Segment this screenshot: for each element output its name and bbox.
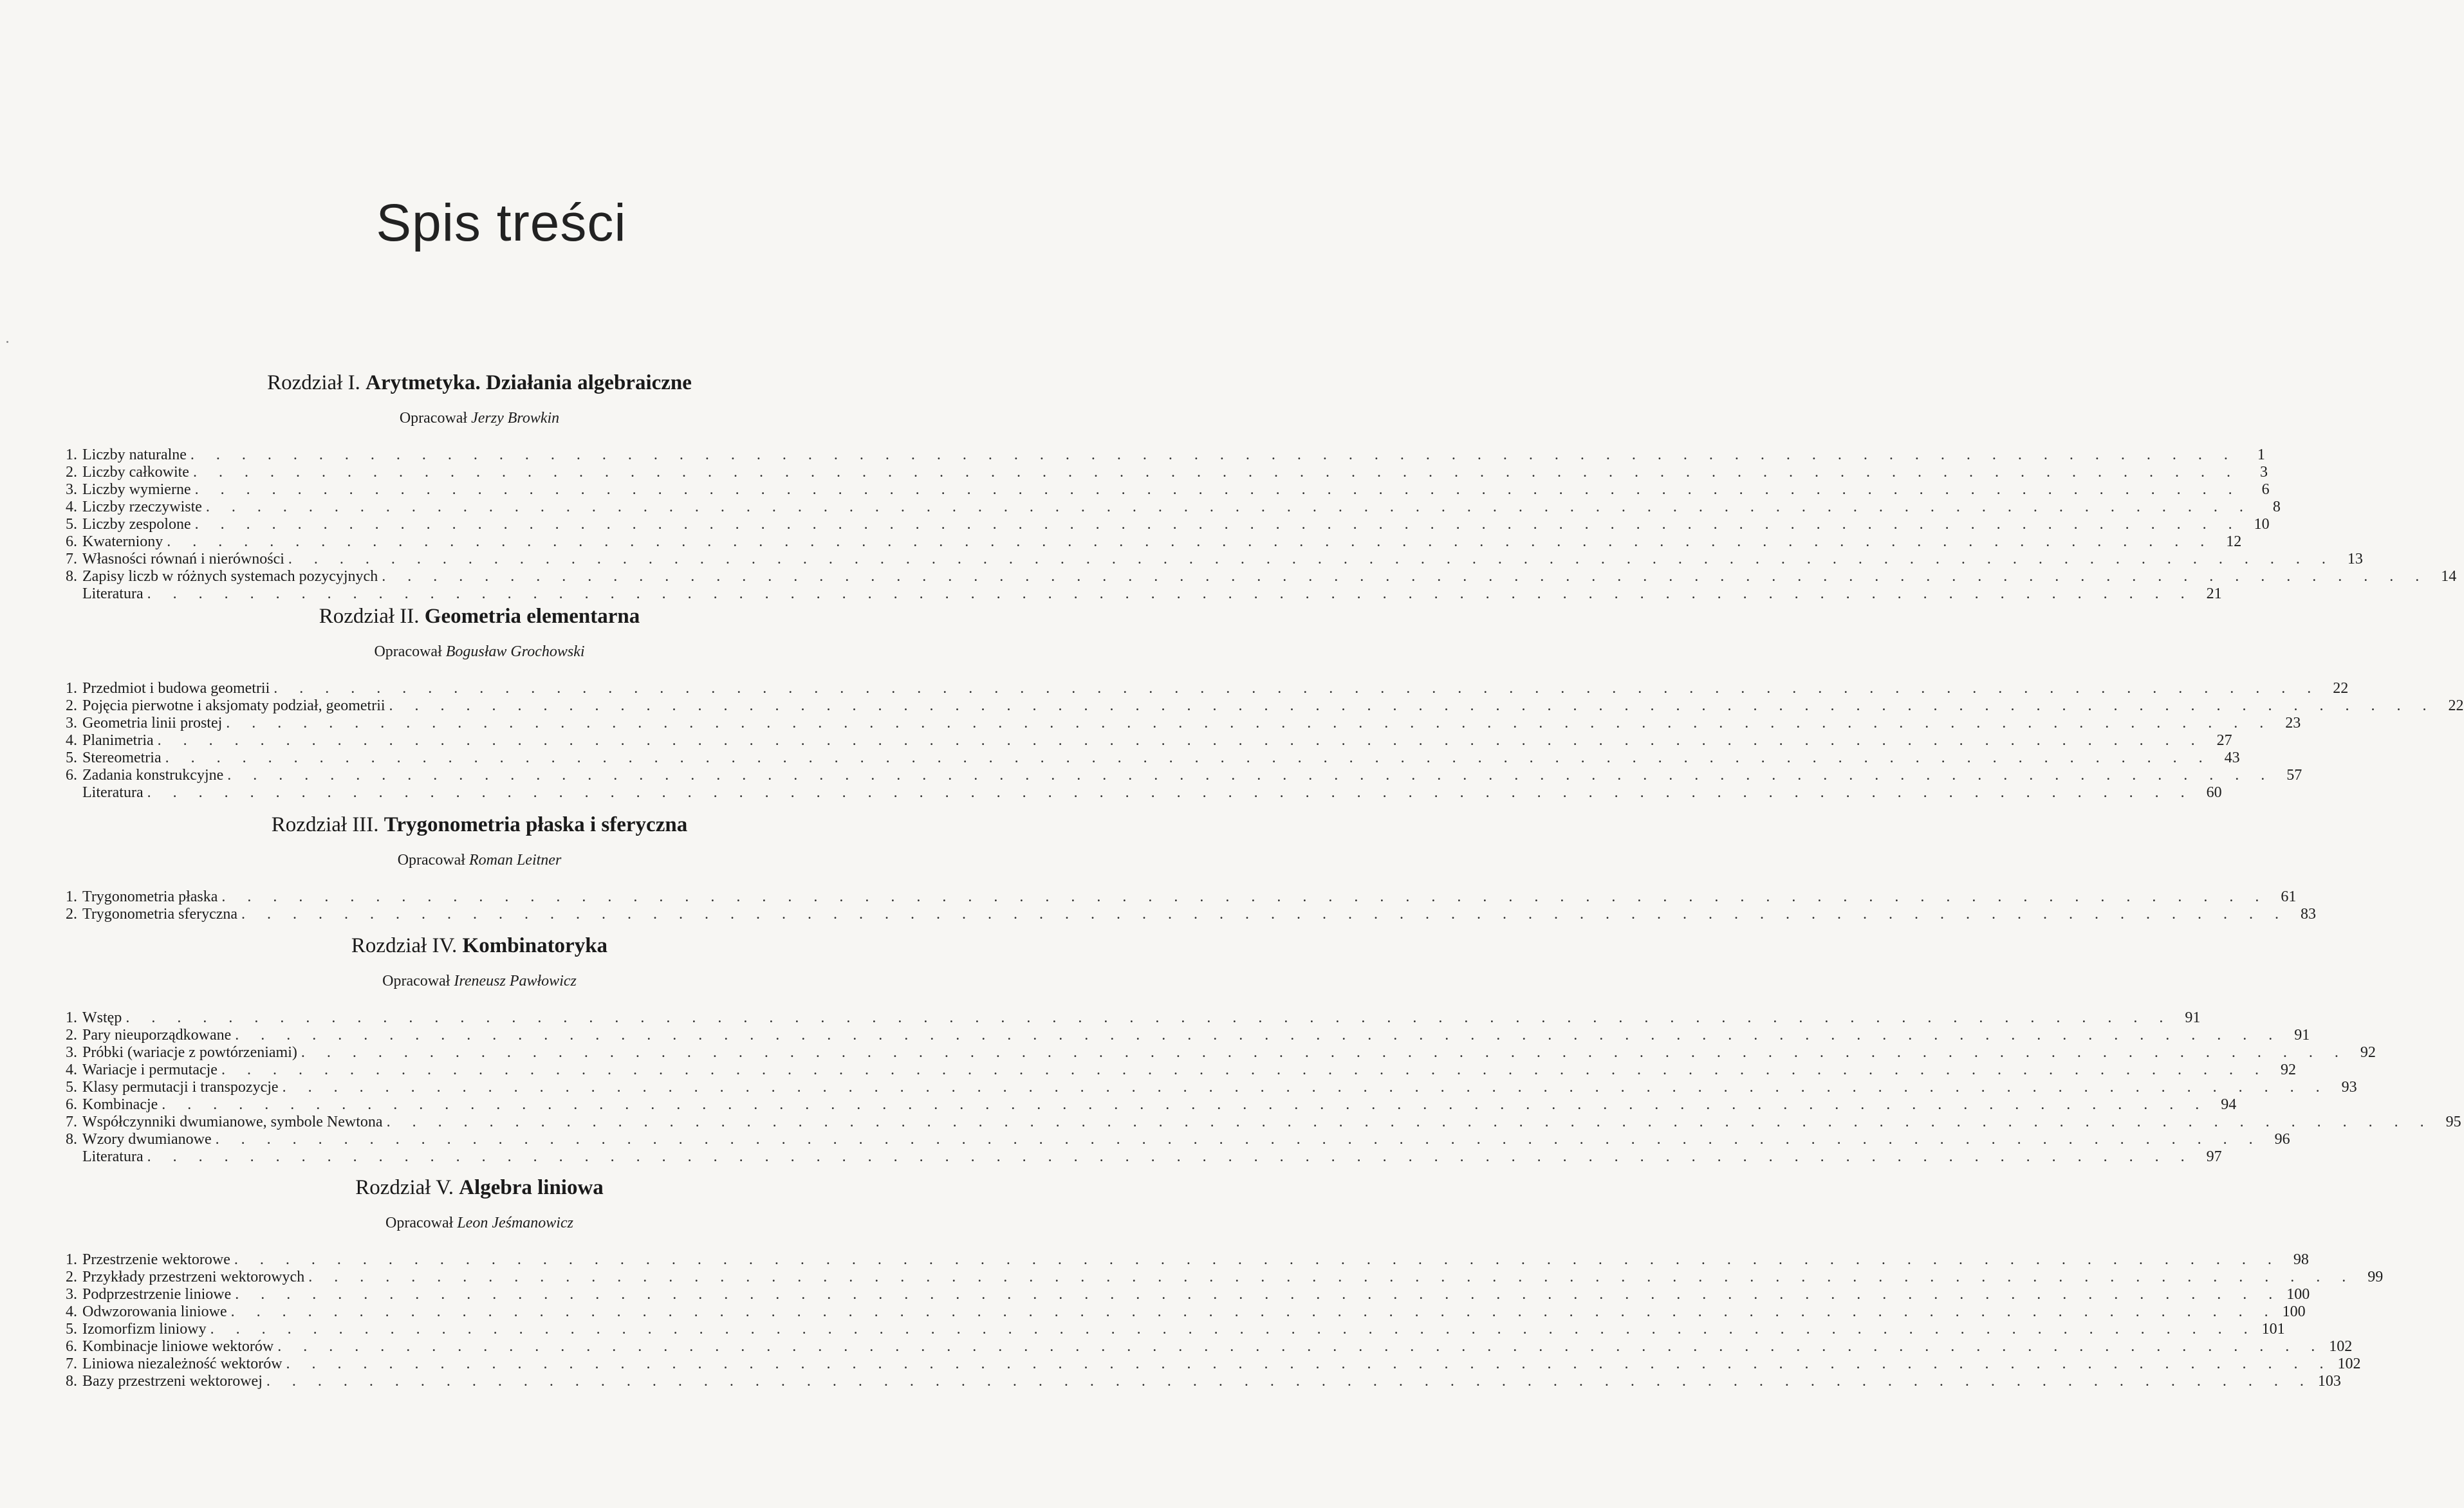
toc-entry: [54, 481, 2270, 499]
dot-leader: . . . . . . . . . . . . . . . . . . . . . . . . . . . . . . . . . . . . . . . . . . . . . . . . . . . . . . . . . . . . . . . . . . . . . . . . . . . . . . . .: [389, 697, 2436, 714]
dot-leader: . . . . . . . . . . . . . . . . . . . . . . . . . . . . . . . . . . . . . . . . . . . . . . . . . . . . . . . . . . . . . . . . . . . . . . . . . . . . . . . .: [382, 568, 2429, 585]
toc-entry: [54, 1356, 2361, 1373]
toc-entry: [54, 1251, 2309, 1269]
entry-title: Wariacje i permutacje: [82, 1062, 218, 1078]
entry-number: 2.: [66, 906, 77, 923]
toc-entry: [54, 1079, 2357, 1096]
toc-entry: [54, 585, 2222, 603]
entry-title: Przykłady przestrzeni wektorowych: [82, 1269, 305, 1285]
entry-page-number: 12: [2226, 533, 2242, 550]
entry-number: 4.: [66, 499, 77, 515]
entry-page-number: 92: [2280, 1062, 2296, 1078]
dot-leader: . . . . . . . . . . . . . . . . . . . . . . . . . . . . . . . . . . . . . . . . . . . . . . . . . . . . . . . . . . . . . . . . . . . . . . . . . . . . . . . .: [147, 585, 2194, 602]
entry-title: Współczynniki dwumianowe, symbole Newtona: [82, 1114, 383, 1130]
toc-list: [54, 680, 2464, 802]
author-label: Opracował: [385, 1215, 454, 1231]
author-label: Opracował: [399, 410, 468, 427]
dot-leader: . . . . . . . . . . . . . . . . . . . . . . . . . . . . . . . . . . . . . . . . . . . . . . . . . . . . . . . . . . . . . . . . . . . . . . . . . . . . . . . .: [162, 1096, 2209, 1113]
entry-title: Liczby rzeczywiste: [82, 499, 202, 515]
entry-page-number: 27: [2216, 732, 2232, 749]
entry-title: Kombinacje liniowe wektorów: [82, 1338, 274, 1355]
entry-title: Kwaterniony: [82, 533, 163, 550]
chapter-author: [54, 643, 905, 661]
chapter-heading: [54, 933, 905, 959]
entry-number: 1.: [66, 1251, 77, 1268]
entry-number: 5.: [66, 1321, 77, 1338]
entry-number: 2.: [66, 697, 77, 714]
chapter-subject: Trygonometria płaska i sferyczna: [384, 813, 688, 836]
author-name: Ireneusz Pawłowicz: [454, 973, 577, 989]
toc-entry: [54, 1148, 2222, 1166]
dot-leader: . . . . . . . . . . . . . . . . . . . . . . . . . . . . . . . . . . . . . . . . . . . . . . . . . . . . . . . . . . . . . . . . . . . . . . . . . . . . . . . .: [226, 715, 2273, 731]
dot-leader: . . . . . . . . . . . . . . . . . . . . . . . . . . . . . . . . . . . . . . . . . . . . . . . . . . . . . . . . . . . . . . . . . . . . . . . . . . . . . . . .: [194, 516, 2241, 533]
dot-leader: . . . . . . . . . . . . . . . . . . . . . . . . . . . . . . . . . . . . . . . . . . . . . . . . . . . . . . . . . . . . . . . . . . . . . . . . . . . . . . . .: [215, 1131, 2262, 1148]
entry-title: Trygonometria płaska: [82, 888, 218, 905]
dot-leader: . . . . . . . . . . . . . . . . . . . . . . . . . . . . . . . . . . . . . . . . . . . . . . . . . . . . . . . . . . . . . . . . . . . . . . . . . . . . . . . .: [227, 767, 2274, 784]
dot-leader: . . . . . . . . . . . . . . . . . . . . . . . . . . . . . . . . . . . . . . . . . . . . . . . . . . . . . . . . . . . . . . . . . . . . . . . . . . . . . . . .: [210, 1321, 2257, 1338]
dot-leader: . . . . . . . . . . . . . . . . . . . . . . . . . . . . . . . . . . . . . . . . . . . . . . . . . . . . . . . . . . . . . . . . . . . . . . . . . . . . . . . .: [167, 533, 2214, 550]
entry-page-number: 83: [2301, 906, 2317, 923]
dot-leader: . . . . . . . . . . . . . . . . . . . . . . . . . . . . . . . . . . . . . . . . . . . . . . . . . . . . . . . . . . . . . . . . . . . . . . . . . . . . . . . .: [282, 1079, 2329, 1096]
entry-title: Geometria linii prostej: [82, 715, 223, 731]
author-name: Roman Leitner: [468, 852, 562, 869]
toc-entry: [54, 1062, 2296, 1079]
toc-entry: [54, 446, 2265, 464]
entry-page-number: 10: [2254, 516, 2270, 533]
dot-leader: . . . . . . . . . . . . . . . . . . . . . . . . . . . . . . . . . . . . . . . . . . . . . . . . . . . . . . . . . . . . . . . . . . . . . . . . . . . . . . . .: [286, 1356, 2333, 1372]
entry-page-number: 1: [2257, 446, 2265, 463]
toc-entry: [54, 1044, 2376, 1062]
chapter-author: [54, 973, 905, 990]
toc-entry: [54, 1269, 2384, 1286]
entry-page-number: 99: [2367, 1269, 2384, 1285]
chapter-prefix: Rozdział III.: [271, 813, 379, 836]
entry-page-number: 102: [2337, 1356, 2361, 1372]
entry-number: 1.: [66, 680, 77, 697]
toc-entry: [54, 464, 2268, 481]
entry-page-number: 23: [2285, 715, 2301, 731]
entry-page-number: 14: [2441, 568, 2457, 585]
entry-page-number: 60: [2206, 784, 2222, 801]
toc-list: [54, 1009, 2461, 1166]
entry-title: Kombinacje: [82, 1096, 158, 1113]
entry-number: 3.: [66, 481, 77, 498]
entry-page-number: 92: [2360, 1044, 2376, 1061]
toc-entry: [54, 551, 2363, 568]
entry-title: Zapisy liczb w różnych systemach pozycyjnych: [82, 568, 378, 585]
entry-number: 2.: [66, 1269, 77, 1285]
chapter-subject: Geometria elementarna: [424, 605, 640, 628]
entry-number: 6.: [66, 767, 77, 784]
entry-title: Literatura: [82, 585, 144, 602]
dot-leader: . . . . . . . . . . . . . . . . . . . . . . . . . . . . . . . . . . . . . . . . . . . . . . . . . . . . . . . . . . . . . . . . . . . . . . . . . . . . . . . .: [147, 1148, 2194, 1165]
dot-leader: . . . . . . . . . . . . . . . . . . . . . . . . . . . . . . . . . . . . . . . . . . . . . . . . . . . . . . . . . . . . . . . . . . . . . . . . . . . . . . . .: [386, 1114, 2433, 1130]
toc-entry: [54, 1114, 2461, 1131]
dot-leader: . . . . . . . . . . . . . . . . . . . . . . . . . . . . . . . . . . . . . . . . . . . . . . . . . . . . . . . . . . . . . . . . . . . . . . . . . . . . . . . .: [221, 888, 2268, 905]
entry-page-number: 100: [2282, 1303, 2306, 1320]
dot-leader: . . . . . . . . . . . . . . . . . . . . . . . . . . . . . . . . . . . . . . . . . . . . . . . . . . . . . . . . . . . . . . . . . . . . . . . . . . . . . . . .: [301, 1044, 2348, 1061]
dot-leader: . . . . . . . . . . . . . . . . . . . . . . . . . . . . . . . . . . . . . . . . . . . . . . . . . . . . . . . . . . . . . . . . . . . . . . . . . . . . . . . .: [277, 1338, 2324, 1355]
dot-leader: . . . . . . . . . . . . . . . . . . . . . . . . . . . . . . . . . . . . . . . . . . . . . . . . . . . . . . . . . . . . . . . . . . . . . . . . . . . . . . . .: [194, 481, 2241, 498]
entry-page-number: 102: [2329, 1338, 2353, 1355]
chapter-author: [54, 852, 905, 869]
entry-number: 4.: [66, 732, 77, 749]
chapter-subject: Kombinatoryka: [462, 934, 608, 957]
entry-title: Podprzestrzenie liniowe: [82, 1286, 232, 1303]
author-name: Bogusław Grochowski: [445, 643, 585, 660]
page-title: Spis treści: [376, 194, 627, 252]
entry-number: 8.: [66, 1373, 77, 1390]
entry-page-number: 91: [2294, 1027, 2310, 1044]
toc-entry: [54, 499, 2281, 516]
entry-page-number: 22: [2333, 680, 2349, 697]
entry-page-number: 103: [2317, 1373, 2341, 1390]
dot-leader: . . . . . . . . . . . . . . . . . . . . . . . . . . . . . . . . . . . . . . . . . . . . . . . . . . . . . . . . . . . . . . . . . . . . . . . . . . . . . . . .: [230, 1303, 2277, 1320]
dot-leader: . . . . . . . . . . . . . . . . . . . . . . . . . . . . . . . . . . . . . . . . . . . . . . . . . . . . . . . . . . . . . . . . . . . . . . . . . . . . . . . .: [235, 1286, 2282, 1303]
chapter-prefix: Rozdział IV.: [351, 934, 458, 957]
entry-title: Liczby wymierne: [82, 481, 191, 498]
entry-page-number: 98: [2293, 1251, 2309, 1268]
entry-title: Przedmiot i budowa geometrii: [82, 680, 270, 697]
toc-entry: [54, 1373, 2341, 1390]
author-label: Opracował: [397, 852, 465, 869]
entry-page-number: 94: [2221, 1096, 2237, 1113]
entry-number: 1.: [66, 888, 77, 905]
entry-title: Liczby naturalne: [82, 446, 187, 463]
toc-entry: [54, 680, 2349, 697]
toc-entry: [54, 516, 2270, 533]
entry-title: Pojęcia pierwotne i aksjomaty podział, geometrii: [82, 697, 385, 714]
entry-number: 5.: [66, 749, 77, 766]
entry-page-number: 100: [2286, 1286, 2310, 1303]
chapter-subject: Arytmetyka. Działania algebraiczne: [366, 371, 692, 394]
entry-title: Pary nieuporządkowane: [82, 1027, 232, 1044]
entry-title: Planimetria: [82, 732, 154, 749]
author-label: Opracował: [374, 643, 442, 660]
toc-entry: [54, 568, 2457, 585]
dot-leader: . . . . . . . . . . . . . . . . . . . . . . . . . . . . . . . . . . . . . . . . . . . . . . . . . . . . . . . . . . . . . . . . . . . . . . . . . . . . . . . .: [241, 906, 2288, 923]
toc-entry: [54, 732, 2232, 749]
toc-entry: [54, 1286, 2310, 1303]
toc-entry: [54, 906, 2317, 923]
toc-entry: [54, 749, 2240, 767]
entry-title: Odwzorowania liniowe: [82, 1303, 227, 1320]
entry-title: Liczby całkowite: [82, 464, 189, 481]
entry-title: Przestrzenie wektorowe: [82, 1251, 230, 1268]
entry-page-number: 13: [2347, 551, 2363, 567]
entry-number: 6.: [66, 1338, 77, 1355]
dot-leader: . . . . . . . . . . . . . . . . . . . . . . . . . . . . . . . . . . . . . . . . . . . . . . . . . . . . . . . . . . . . . . . . . . . . . . . . . . . . . . . .: [234, 1251, 2281, 1268]
entry-title: Zadania konstrukcyjne: [82, 767, 224, 784]
chapter-2: [54, 603, 2464, 802]
entry-page-number: 101: [2261, 1321, 2285, 1338]
entry-page-number: 21: [2206, 585, 2222, 602]
entry-title: Stereometria: [82, 749, 162, 766]
entry-title: Próbki (wariacje z powtórzeniami): [82, 1044, 297, 1061]
entry-number: 2.: [66, 1027, 77, 1044]
toc-entry: [54, 1027, 2310, 1044]
chapter-prefix: Rozdział V.: [355, 1176, 454, 1199]
chapter-author: [54, 1215, 905, 1232]
chapter-3: [54, 812, 2317, 923]
entry-number: 1.: [66, 446, 77, 463]
entry-number: 4.: [66, 1062, 77, 1078]
author-name: Jerzy Browkin: [471, 410, 560, 427]
toc-entry: [54, 1338, 2353, 1356]
chapter-4: [54, 933, 2461, 1166]
toc-entry: [54, 533, 2242, 551]
entry-page-number: 96: [2274, 1131, 2290, 1148]
author-label: Opracował: [382, 973, 450, 989]
entry-page-number: 61: [2281, 888, 2297, 905]
toc-list: [54, 446, 2457, 603]
toc-entry: [54, 1303, 2306, 1321]
dot-leader: . . . . . . . . . . . . . . . . . . . . . . . . . . . . . . . . . . . . . . . . . . . . . . . . . . . . . . . . . . . . . . . . . . . . . . . . . . . . . . . .: [288, 551, 2335, 567]
entry-page-number: 8: [2272, 499, 2281, 515]
entry-number: 7.: [66, 1356, 77, 1372]
toc-entry: [54, 697, 2464, 715]
chapter-heading: [54, 603, 905, 629]
entry-page-number: 3: [2259, 464, 2268, 481]
entry-page-number: 43: [2224, 749, 2240, 766]
entry-number: 6.: [66, 533, 77, 550]
entry-number: 3.: [66, 1286, 77, 1303]
entry-title: Literatura: [82, 784, 144, 801]
entry-number: 8.: [66, 1131, 77, 1148]
paper-speck: [6, 341, 8, 343]
toc-list: [54, 1251, 2384, 1390]
dot-leader: . . . . . . . . . . . . . . . . . . . . . . . . . . . . . . . . . . . . . . . . . . . . . . . . . . . . . . . . . . . . . . . . . . . . . . . . . . . . . . . .: [235, 1027, 2282, 1044]
chapter-prefix: Rozdział I.: [267, 371, 360, 394]
dot-leader: . . . . . . . . . . . . . . . . . . . . . . . . . . . . . . . . . . . . . . . . . . . . . . . . . . . . . . . . . . . . . . . . . . . . . . . . . . . . . . . .: [157, 732, 2204, 749]
dot-leader: . . . . . . . . . . . . . . . . . . . . . . . . . . . . . . . . . . . . . . . . . . . . . . . . . . . . . . . . . . . . . . . . . . . . . . . . . . . . . . . .: [221, 1062, 2268, 1078]
entry-number: 2.: [66, 464, 77, 481]
dot-leader: . . . . . . . . . . . . . . . . . . . . . . . . . . . . . . . . . . . . . . . . . . . . . . . . . . . . . . . . . . . . . . . . . . . . . . . . . . . . . . . .: [147, 784, 2194, 801]
entry-number: 3.: [66, 715, 77, 731]
dot-leader: . . . . . . . . . . . . . . . . . . . . . . . . . . . . . . . . . . . . . . . . . . . . . . . . . . . . . . . . . . . . . . . . . . . . . . . . . . . . . . . .: [192, 464, 2239, 481]
entry-page-number: 22: [2448, 697, 2464, 714]
entry-number: 5.: [66, 516, 77, 533]
entry-title: Literatura: [82, 1148, 144, 1165]
entry-title: Bazy przestrzeni wektorowej: [82, 1373, 263, 1390]
toc-entry: [54, 767, 2302, 784]
chapter-prefix: Rozdział II.: [319, 605, 420, 628]
dot-leader: . . . . . . . . . . . . . . . . . . . . . . . . . . . . . . . . . . . . . . . . . . . . . . . . . . . . . . . . . . . . . . . . . . . . . . . . . . . . . . . .: [165, 749, 2212, 766]
toc-entry: [54, 1321, 2285, 1338]
author-name: Leon Jeśmanowicz: [457, 1215, 573, 1231]
entry-title: Liniowa niezależność wektorów: [82, 1356, 283, 1372]
entry-number: 7.: [66, 551, 77, 567]
entry-page-number: 6: [2261, 481, 2270, 498]
toc-entry: [54, 1096, 2237, 1114]
dot-leader: . . . . . . . . . . . . . . . . . . . . . . . . . . . . . . . . . . . . . . . . . . . . . . . . . . . . . . . . . . . . . . . . . . . . . . . . . . . . . . . .: [273, 680, 2320, 697]
chapter-heading: [54, 812, 905, 838]
entry-title: Wstęp: [82, 1009, 122, 1026]
chapter-author: [54, 410, 905, 427]
entry-title: Izomorfizm liniowy: [82, 1321, 207, 1338]
entry-title: Liczby zespolone: [82, 516, 191, 533]
entry-number: 5.: [66, 1079, 77, 1096]
toc-entry: [54, 1009, 2201, 1027]
chapter-5: [54, 1175, 2384, 1390]
chapter-heading: [54, 1175, 905, 1200]
dot-leader: . . . . . . . . . . . . . . . . . . . . . . . . . . . . . . . . . . . . . . . . . . . . . . . . . . . . . . . . . . . . . . . . . . . . . . . . . . . . . . . .: [308, 1269, 2355, 1285]
entry-number: 4.: [66, 1303, 77, 1320]
dot-leader: . . . . . . . . . . . . . . . . . . . . . . . . . . . . . . . . . . . . . . . . . . . . . . . . . . . . . . . . . . . . . . . . . . . . . . . . . . . . . . . .: [190, 446, 2237, 463]
entry-page-number: 91: [2185, 1009, 2201, 1026]
dot-leader: . . . . . . . . . . . . . . . . . . . . . . . . . . . . . . . . . . . . . . . . . . . . . . . . . . . . . . . . . . . . . . . . . . . . . . . . . . . . . . . .: [125, 1009, 2172, 1026]
entry-page-number: 57: [2286, 767, 2302, 784]
chapter-heading: [54, 370, 905, 396]
entry-title: Klasy permutacji i transpozycje: [82, 1079, 279, 1096]
chapter-subject: Algebra liniowa: [459, 1176, 604, 1199]
toc-entry: [54, 715, 2301, 732]
entry-number: 8.: [66, 568, 77, 585]
entry-number: 1.: [66, 1009, 77, 1026]
toc-entry: [54, 784, 2222, 802]
chapter-1: [54, 370, 2457, 603]
entry-page-number: 93: [2341, 1079, 2357, 1096]
entry-number: 3.: [66, 1044, 77, 1061]
entry-number: 6.: [66, 1096, 77, 1113]
dot-leader: . . . . . . . . . . . . . . . . . . . . . . . . . . . . . . . . . . . . . . . . . . . . . . . . . . . . . . . . . . . . . . . . . . . . . . . . . . . . . . . .: [266, 1373, 2313, 1390]
toc-entry: [54, 888, 2297, 906]
entry-page-number: 95: [2445, 1114, 2461, 1130]
entry-page-number: 97: [2206, 1148, 2222, 1165]
dot-leader: . . . . . . . . . . . . . . . . . . . . . . . . . . . . . . . . . . . . . . . . . . . . . . . . . . . . . . . . . . . . . . . . . . . . . . . . . . . . . . . .: [205, 499, 2252, 515]
entry-number: 7.: [66, 1114, 77, 1130]
toc-entry: [54, 1131, 2290, 1148]
entry-title: Trygonometria sferyczna: [82, 906, 238, 923]
entry-title: Wzory dwumianowe: [82, 1131, 212, 1148]
toc-list: [54, 888, 2317, 923]
entry-title: Własności równań i nierówności: [82, 551, 284, 567]
